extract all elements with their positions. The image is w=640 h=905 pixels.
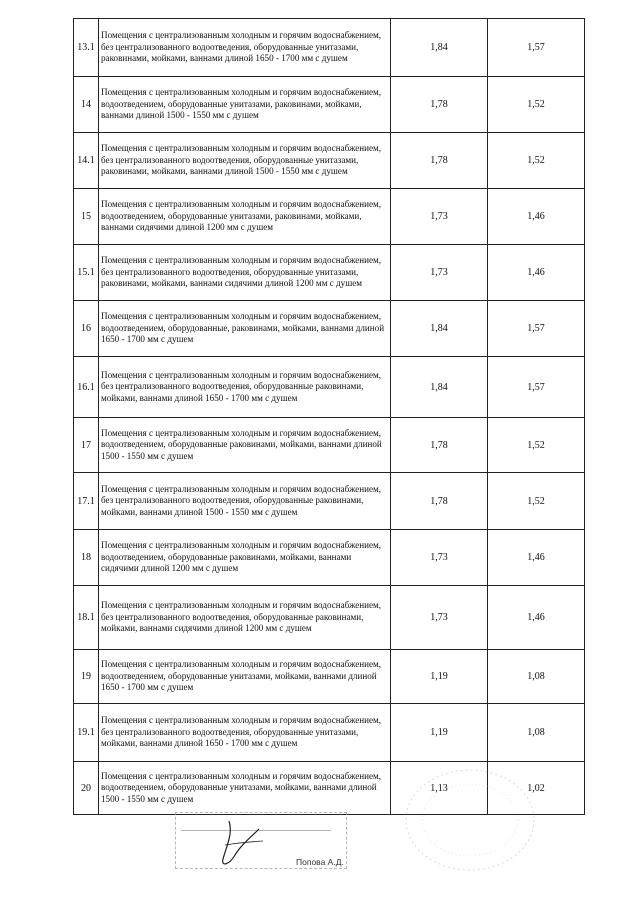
row-description: Помещения с централизованным холодным и горячим водоснабжением, водоотведением, оборудованные раковинами, мойками, ваннами сидячими длиной 1200 мм с душем bbox=[99, 530, 391, 586]
row-value-2: 1,08 bbox=[488, 650, 585, 704]
row-value-2: 1,57 bbox=[488, 357, 585, 418]
row-value-1: 1,78 bbox=[391, 133, 488, 189]
table-row bbox=[74, 650, 585, 704]
row-value-2: 1,52 bbox=[488, 418, 585, 473]
row-description: Помещения с централизованным холодным и горячим водоснабжением, водоотведением, оборудованные унитазами, раковинами, мойками, ваннами сидячими длиной 1200 мм с душем bbox=[99, 189, 391, 245]
row-value-2: 1,52 bbox=[488, 77, 585, 133]
row-description: Помещения с централизованным холодным и горячим водоснабжением, водоотведением, оборудованные раковинами, мойками, ваннами длиной 1500 - 1550 мм с душем bbox=[99, 418, 391, 473]
row-value-1: 1,84 bbox=[391, 19, 488, 77]
row-description: Помещения с централизованным холодным и горячим водоснабжением, водоотведением, оборудованные унитазами, мойками, ваннами длиной 1500 - 1550 мм с душем bbox=[99, 762, 391, 815]
table-body bbox=[74, 19, 585, 815]
row-number: 17 bbox=[74, 418, 99, 473]
table-row bbox=[74, 77, 585, 133]
row-value-2: 1,08 bbox=[488, 704, 585, 762]
row-value-1: 1,84 bbox=[391, 357, 488, 418]
row-number: 13.1 bbox=[74, 19, 99, 77]
table-row bbox=[74, 245, 585, 301]
row-number: 15.1 bbox=[74, 245, 99, 301]
row-description: Помещения с централизованным холодным и горячим водоснабжением, без централизованного водоотведения, оборудованные унитазами, раковинами, мойками, ваннами длиной 1650 - 1700 мм с душем bbox=[99, 19, 391, 77]
row-number: 16 bbox=[74, 301, 99, 357]
row-description: Помещения с централизованным холодным и горячим водоснабжением, без централизованного водоотведения, оборудованные унитазами, раковинами, мойками, ваннами сидячими длиной 1200 мм с душем bbox=[99, 245, 391, 301]
table-row bbox=[74, 530, 585, 586]
row-number: 19.1 bbox=[74, 704, 99, 762]
row-value-2: 1,52 bbox=[488, 133, 585, 189]
tariff-table bbox=[73, 18, 585, 815]
row-value-1: 1,73 bbox=[391, 530, 488, 586]
signer-name: Попова А.Д. bbox=[296, 857, 344, 867]
row-value-2: 1,46 bbox=[488, 530, 585, 586]
row-value-2: 1,52 bbox=[488, 473, 585, 530]
handwritten-signature bbox=[215, 815, 275, 875]
row-description: Помещения с централизованным холодным и горячим водоснабжением, водоотведением, оборудованные унитазами, раковинами, мойками, ваннами длиной 1500 - 1550 мм с душем bbox=[99, 77, 391, 133]
row-number: 16.1 bbox=[74, 357, 99, 418]
row-number: 15 bbox=[74, 189, 99, 245]
table-row bbox=[74, 704, 585, 762]
row-value-1: 1,78 bbox=[391, 473, 488, 530]
row-description: Помещения с централизованным холодным и горячим водоснабжением, водоотведением, оборудованные, раковинами, мойками, ваннами длиной 1650 - 1700 мм с душем bbox=[99, 301, 391, 357]
row-value-1: 1,78 bbox=[391, 418, 488, 473]
row-description: Помещения с централизованным холодным и горячим водоснабжением, без централизованного водоотведения, оборудованные раковинами, мойками, ваннами длиной 1650 - 1700 мм с душем bbox=[99, 357, 391, 418]
row-number: 14 bbox=[74, 77, 99, 133]
table-row bbox=[74, 189, 585, 245]
table-row bbox=[74, 418, 585, 473]
table-row bbox=[74, 586, 585, 650]
row-value-2: 1,02 bbox=[488, 762, 585, 815]
row-value-1: 1,73 bbox=[391, 245, 488, 301]
row-description: Помещения с централизованным холодным и горячим водоснабжением, без централизованного водоотведения, оборудованные унитазами, мойками, ваннами длиной 1650 - 1700 мм с душем bbox=[99, 704, 391, 762]
table-row bbox=[74, 357, 585, 418]
row-value-1: 1,73 bbox=[391, 189, 488, 245]
faded-seal bbox=[395, 760, 545, 880]
row-value-1: 1,73 bbox=[391, 586, 488, 650]
row-value-2: 1,57 bbox=[488, 301, 585, 357]
table-row bbox=[74, 473, 585, 530]
row-description: Помещения с централизованным холодным и горячим водоснабжением, без централизованного водоотведения, оборудованные унитазами, раковинами, мойками, ваннами длиной 1500 - 1550 мм с душем bbox=[99, 133, 391, 189]
row-number: 19 bbox=[74, 650, 99, 704]
row-description: Помещения с централизованным холодным и горячим водоснабжением, без централизованного водоотведения, оборудованные раковинами, мойками, ваннами длиной 1500 - 1550 мм с душем bbox=[99, 473, 391, 530]
row-number: 17.1 bbox=[74, 473, 99, 530]
row-description: Помещения с централизованным холодным и горячим водоснабжением, без централизованного водоотведения, оборудованные раковинами, мойками, ваннами сидячими длиной 1200 мм с душем bbox=[99, 586, 391, 650]
row-number: 14.1 bbox=[74, 133, 99, 189]
table-row bbox=[74, 301, 585, 357]
row-value-1: 1,19 bbox=[391, 650, 488, 704]
row-number: 18.1 bbox=[74, 586, 99, 650]
table-row bbox=[74, 133, 585, 189]
row-value-2: 1,46 bbox=[488, 189, 585, 245]
row-value-1: 1,78 bbox=[391, 77, 488, 133]
table-row bbox=[74, 19, 585, 77]
row-value-1: 1,84 bbox=[391, 301, 488, 357]
row-value-1: 1,19 bbox=[391, 704, 488, 762]
row-description: Помещения с централизованным холодным и горячим водоснабжением, водоотведением, оборудованные унитазами, мойками, ваннами длиной 1650 - 1700 мм с душем bbox=[99, 650, 391, 704]
row-value-1: 1,13 bbox=[391, 762, 488, 815]
row-number: 20 bbox=[74, 762, 99, 815]
row-number: 18 bbox=[74, 530, 99, 586]
row-value-2: 1,46 bbox=[488, 245, 585, 301]
row-value-2: 1,57 bbox=[488, 19, 585, 77]
row-value-2: 1,46 bbox=[488, 586, 585, 650]
